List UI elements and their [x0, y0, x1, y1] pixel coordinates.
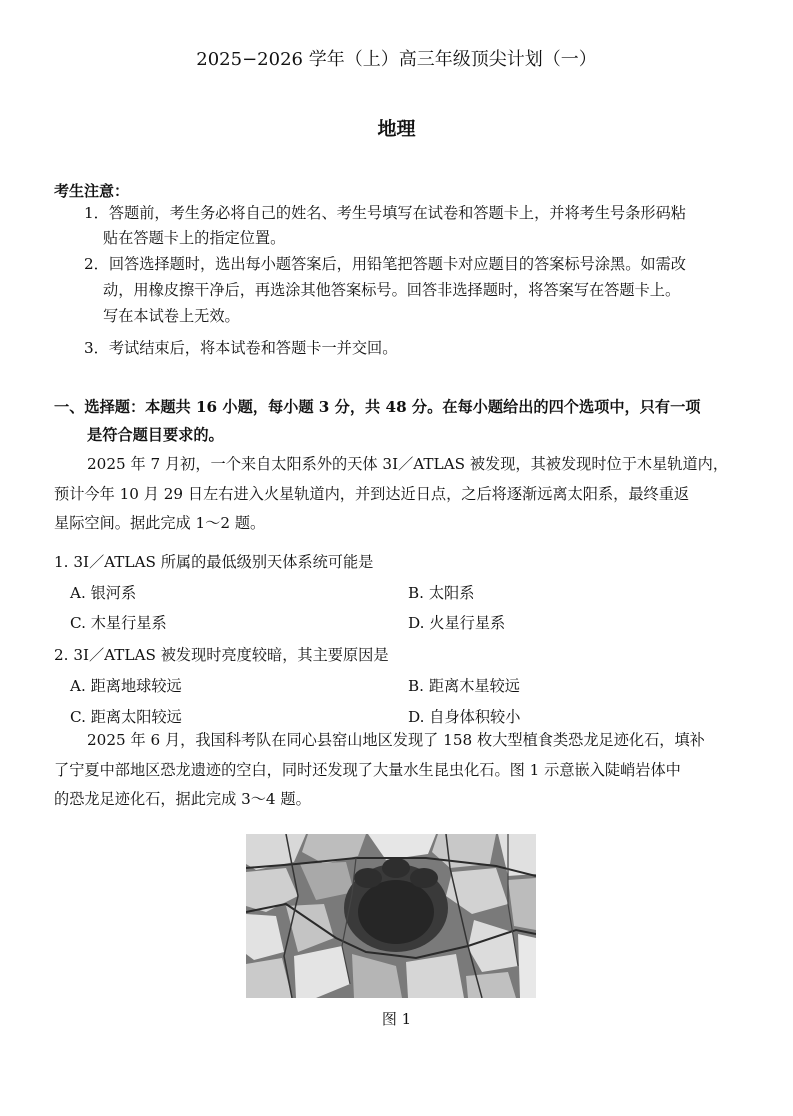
q1-option-d: D. 火星行星系 — [408, 614, 506, 632]
passage1-line-1: 2025 年 7 月初，一个来自太阳系外的天体 3I／ATLAS 被发现，其被发现时位于木星轨道内， — [87, 455, 729, 473]
notice-heading: 考生注意： — [54, 182, 130, 200]
q2-stem: 2. 3I／ATLAS 被发现时亮度较暗，其主要原因是 — [54, 646, 389, 664]
section1-heading-line-2: 是符合题目要求的。 — [87, 426, 224, 444]
dinosaur-footprint-photo — [246, 834, 536, 998]
q2-option-a: A. 距离地球较远 — [70, 677, 182, 695]
subject-title: 地理 — [377, 118, 416, 140]
notice-item-2-line-2: 动，用橡皮擦干净后，再选涂其他答案标号。回答非选择题时，将答案写在答题卡上。 — [103, 281, 681, 299]
passage2-line-3: 的恐龙足迹化石，据此完成 3～4 题。 — [54, 790, 311, 808]
notice-item-3-line-1: 3．考试结束后，将本试卷和答题卡一并交回。 — [84, 339, 398, 357]
section1-heading-line-1: 一、选择题：本题共 16 小题，每小题 3 分，共 48 分。在每小题给出的四个选项中，只有一项 — [54, 398, 701, 416]
q1-option-b: B. 太阳系 — [408, 584, 475, 602]
notice-item-2-line-1: 2．回答选择题时，选出每小题答案后，用铅笔把答题卡对应题目的答案标号涂黑。如需改 — [84, 255, 686, 273]
q2-option-c: C. 距离太阳较远 — [70, 708, 182, 726]
q1-stem: 1. 3I／ATLAS 所属的最低级别天体系统可能是 — [54, 553, 374, 571]
exam-title: 2025−2026 学年（上）高三年级顶尖计划（一） — [196, 49, 597, 70]
q1-option-c: C. 木星行星系 — [70, 614, 167, 632]
q2-option-d: D. 自身体积较小 — [408, 708, 521, 726]
notice-item-2-line-3: 写在本试卷上无效。 — [103, 307, 240, 325]
q1-option-a: A. 银河系 — [70, 584, 137, 602]
q2-option-b: B. 距离木星较远 — [408, 677, 520, 695]
notice-item-1-line-2: 贴在答题卡上的指定位置。 — [103, 229, 286, 247]
notice-item-1-line-1: 1．答题前，考生务必将自己的姓名、考生号填写在试卷和答题卡上，并将考生号条形码粘 — [84, 204, 686, 222]
figure-caption: 图 1 — [381, 1010, 412, 1028]
passage2-line-1: 2025 年 6 月，我国科考队在同心县窑山地区发现了 158 枚大型植食类恐龙足迹化石，填补 — [87, 731, 705, 749]
passage2-line-2: 了宁夏中部地区恐龙遗迹的空白，同时还发现了大量水生昆虫化石。图 1 示意嵌入陡峭岩体中 — [54, 761, 681, 779]
passage1-line-3: 星际空间。据此完成 1～2 题。 — [54, 514, 266, 532]
passage1-line-2: 预计今年 10 月 29 日左右进入火星轨道内，并到达近日点，之后将逐渐远离太阳系，最终重返 — [54, 485, 690, 503]
